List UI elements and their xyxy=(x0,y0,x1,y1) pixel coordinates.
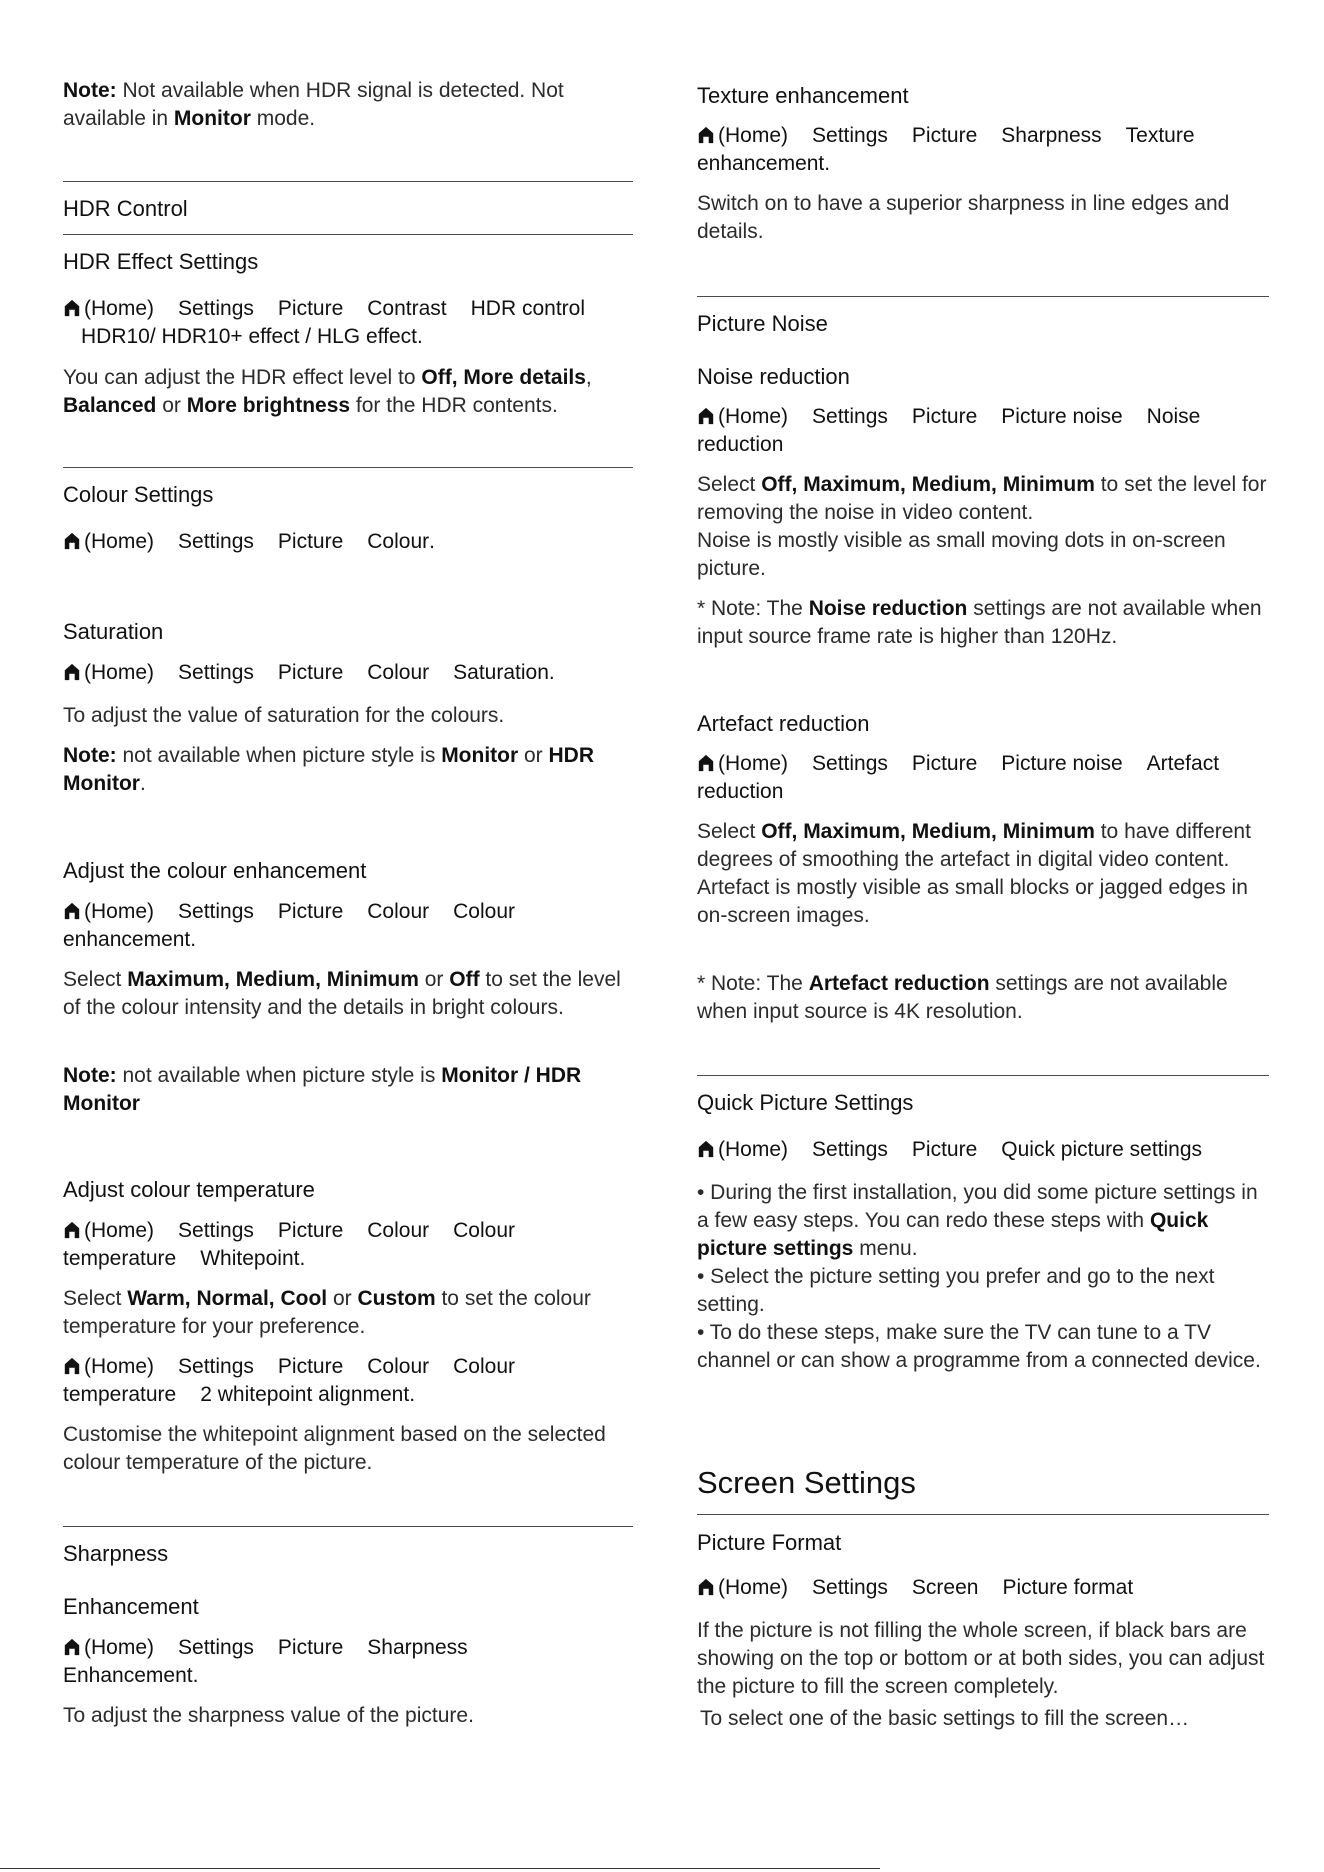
whitepoint-alignment-description: Customise the whitepoint alignment based on the selected colour temperature of the picture. xyxy=(63,1423,606,1474)
heading-colour-temperature: Adjust colour temperature xyxy=(63,1177,315,1202)
section-divider xyxy=(63,181,633,182)
heading-quick-picture-settings: Quick Picture Settings xyxy=(697,1090,914,1115)
colour-enhancement-note: Note: not available when picture style is Monitor / HDR Monitor xyxy=(63,1064,582,1115)
noise-reduction-note: * Note: The Noise reduction settings are not available when input source frame rate is higher than 120Hz. xyxy=(697,597,1262,648)
texture-enhancement-description: Switch on to have a superior sharpness in line edges and details. xyxy=(697,192,1230,243)
home-icon xyxy=(697,754,715,772)
home-icon xyxy=(697,1140,715,1158)
menu-path-artefact-reduction: (Home) Settings Picture Picture noise Artefact reduction xyxy=(697,752,1220,803)
noise-reduction-description: Select Off, Maximum, Medium, Minimum to set the level for removing the noise in video content. Noise is mostly visible as small moving dots in on-screen picture. xyxy=(697,473,1267,580)
heading-colour-enhancement: Adjust the colour enhancement xyxy=(63,858,367,883)
home-icon xyxy=(697,407,715,425)
heading-saturation: Saturation xyxy=(63,619,164,644)
menu-path-whitepoint-alignment: (Home) Settings Picture Colour Colour temperature 2 whitepoint alignment. xyxy=(63,1355,516,1406)
menu-path-texture-enhancement: (Home) Settings Picture Sharpness Texture enhancement. xyxy=(697,124,1195,175)
menu-path-colour: (Home) Settings Picture Colour. xyxy=(63,528,633,556)
hdr-effect-description: You can adjust the HDR effect level to Off, More details, Balanced or More brightness for the HDR contents. xyxy=(63,366,592,417)
menu-path-sharpness-enhancement: (Home) Settings Picture Sharpness Enhancement. xyxy=(63,1636,468,1687)
quick-picture-bullets: • During the first installation, you did some picture settings in a few easy steps. You can redo these steps with Quick picture settings menu. • Select the picture setting you prefer and go to the next setting. • To do these steps, make sure the TV can tune to a TV channel or can show a programme from a connected device. xyxy=(697,1181,1261,1372)
note-hdr-unavailable: Note: Not available when HDR signal is detected. Not available in Monitor mode. xyxy=(63,79,564,130)
heading-enhancement: Enhancement xyxy=(63,1594,199,1619)
heading-artefact-reduction: Artefact reduction xyxy=(697,711,870,736)
menu-path-colour-enhancement: (Home) Settings Picture Colour Colour enhancement. xyxy=(63,900,516,951)
section-divider xyxy=(697,1075,1269,1076)
picture-format-description: If the picture is not filling the whole screen, if black bars are showing on the top or bottom or at both sides, you can adjust the picture to fill the screen completely. xyxy=(697,1619,1265,1698)
artefact-reduction-description: Select Off, Maximum, Medium, Minimum to have different degrees of smoothing the artefact in digital video content. Artefact is mostly visible as small blocks or jagged edges in on-screen images. xyxy=(697,820,1251,927)
menu-path-quick-picture-settings: (Home) Settings Picture Quick picture settings xyxy=(697,1136,1269,1164)
menu-path-whitepoint: (Home) Settings Picture Colour Colour temperature Whitepoint. xyxy=(63,1219,516,1270)
heading-hdr-control: HDR Control xyxy=(63,196,188,221)
artefact-reduction-note: * Note: The Artefact reduction settings are not available when input source is 4K resolution. xyxy=(697,972,1228,1023)
home-icon xyxy=(63,663,81,681)
heading-screen-settings: Screen Settings xyxy=(697,1465,916,1500)
home-icon xyxy=(697,126,715,144)
picture-format-continuation: To select one of the basic settings to fill the screen… xyxy=(700,1707,1190,1730)
section-divider xyxy=(63,467,633,468)
section-divider xyxy=(63,234,633,235)
heading-sharpness: Sharpness xyxy=(63,1541,169,1566)
home-icon xyxy=(63,902,81,920)
heading-picture-format: Picture Format xyxy=(697,1530,842,1555)
colour-temperature-description: Select Warm, Normal, Cool or Custom to set the colour temperature for your preference. xyxy=(63,1287,591,1338)
menu-path-hdr-effect: (Home) Settings Picture Contrast HDR control HDR10/ HDR10+ effect / HLG effect. xyxy=(63,295,633,351)
menu-path-noise-reduction: (Home) Settings Picture Picture noise Noise reduction xyxy=(697,405,1201,456)
heading-texture-enhancement: Texture enhancement xyxy=(697,83,909,108)
menu-path-picture-format: (Home) Settings Screen Picture format xyxy=(697,1574,1269,1602)
heading-noise-reduction: Noise reduction xyxy=(697,364,850,389)
colour-enhancement-description: Select Maximum, Medium, Minimum or Off to set the level of the colour intensity and the details in bright colours. xyxy=(63,968,621,1019)
home-icon xyxy=(63,532,81,550)
saturation-note: Note: not available when picture style is Monitor or HDR Monitor. xyxy=(63,744,595,795)
heading-picture-noise: Picture Noise xyxy=(697,311,828,336)
home-icon xyxy=(63,299,81,317)
sharpness-description: To adjust the sharpness value of the picture. xyxy=(63,1704,474,1727)
section-divider xyxy=(697,1514,1269,1515)
heading-colour-settings: Colour Settings xyxy=(63,482,214,507)
home-icon xyxy=(63,1357,81,1375)
section-divider xyxy=(63,1526,633,1527)
footer-rule xyxy=(0,1868,880,1869)
home-icon xyxy=(697,1578,715,1596)
section-divider xyxy=(697,296,1269,297)
heading-hdr-effect-settings: HDR Effect Settings xyxy=(63,249,259,274)
home-icon xyxy=(63,1221,81,1239)
saturation-description: To adjust the value of saturation for the colours. xyxy=(63,704,505,727)
menu-path-saturation: (Home) Settings Picture Colour Saturation. xyxy=(63,659,633,687)
home-icon xyxy=(63,1638,81,1656)
